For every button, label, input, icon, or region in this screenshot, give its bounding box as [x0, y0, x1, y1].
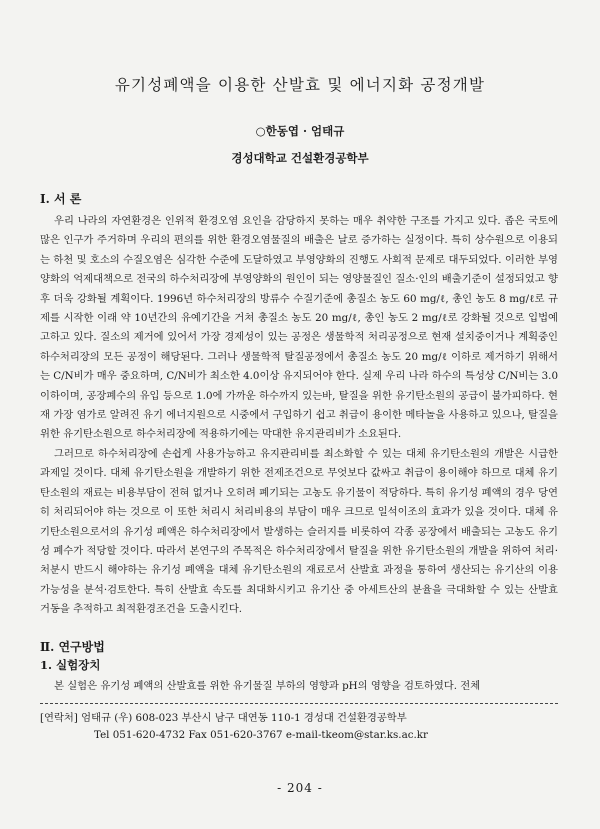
- introduction-body: [40, 212, 558, 620]
- section-heading-introduction: Ⅰ. 서 론: [40, 192, 82, 206]
- footnote-address: [연락처] 엄태규 (우) 608-023 부산시 남구 대연동 110-1 경성대 건설환경공학부: [40, 712, 407, 724]
- contact-footnote: [40, 710, 560, 744]
- methods-paragraph: 본 실험은 유기성 폐액의 산발효를 위한 유기물질 부하의 영향과 pH의 영향을 검토하였다. 전체: [54, 680, 481, 692]
- paper-title: 유기성폐액을 이용한 산발효 및 에너지화 공정개발: [114, 76, 486, 94]
- introduction-paragraph: 그러므로 하수처리장에 손쉽게 사용가능하고 유지관리비를 최소화할 수 있는 대체 유기탄소원의 개발은 시급한 과제일 것이다. 대체 유기탄소원을 개발하기 위한 전제조건으로 무엇보다 값싸고 취급이 용이해야 하므로 대체 유기탄소원의 재료는 비용부담이 전혀 없거나 오히려 폐기되는 고농도 유기물이 적당하다. 특히 유기성 폐액의 경우 당연히 처리되어야 하는 것으로 이 또한 처리시 처리비용의 부담이 매우 크므로 일석이조의 효과가 있을 것이다. 대체 유기탄소원으로서의 유기성 폐액은 하수처리장에서 발생하는 슬러지를 비롯하여 각종 공장에서 배출되는 고농도 유기성 폐수가 적당할 것이다. 따라서 본연구의 주목적은 하수처리장에서 탈질을 위한 유기탄소원의 개발을 위하여 처리·처분시 반드시 해야하는 유기성 폐액을 대체 유기탄소원의 재료로서 산발효 과정을 통하여 생산되는 유기산의 이용가능성을 분석·검토한다. 특히 산발효 속도를 최대화시키고 유기산 중 아세트산의 분율을 극대화할 수 있는 산발효 거동을 추적하고 최적환경조건을 도출시킨다.: [40, 447, 558, 616]
- page-number: - 204 -: [277, 781, 323, 795]
- author-affiliation: 경성대학교 건설환경공학부: [231, 151, 369, 165]
- methods-body: [40, 677, 558, 696]
- subsection-heading-apparatus: 1. 실험장치: [40, 658, 101, 672]
- author-names: ○한동엽 · 엄태규: [255, 124, 345, 138]
- footnote-contact: Tel 051-620-4732 Fax 051-620-3767 e-mail-tkeom@star.ks.ac.kr: [94, 729, 428, 741]
- introduction-paragraph: 우리 나라의 자연환경은 인위적 환경오염 요인을 감당하지 못하는 매우 취약한 구조를 가지고 있다. 좁은 국토에 많은 인구가 주거하며 우리의 편의를 위한 환경오염물질의 배출은 날로 증가하는 실정이다. 특히 상수원으로 이용되는 하천 및 호소의 수질오염은 심각한 수준에 도달하였고 부영양화의 진행도 사회적 문제로 대두되었다. 이러한 부영양화의 억제대책으로 전국의 하수처리장에 부영양화의 원인이 되는 영양물질인 질소·인의 배출기준이 설정되었고 향후 더욱 강화될 계획이다. 1996년 하수처리장의 방류수 수질기준에 총질소 농도 60 mg/ℓ, 총인 농도 8 mg/ℓ로 규제를 시작한 이래 약 10년간의 유예기간을 거쳐 총질소 농도 20 mg/ℓ, 총인 농도 2 mg/ℓ로 강화될 것으로 입법예고하고 있다. 질소의 제거에 있어서 가장 경제성이 있는 공정은 생물학적 처리공정으로 현재 설치중이거나 계획중인 하수처리장의 모든 공정이 해당된다. 그러나 생물학적 탈질공정에서 총질소 농도 20 mg/ℓ 이하로 제거하기 위해서는 C/N비가 매우 중요하며, C/N비가 최소한 4.0이상 유지되어야 한다. 실제 우리 나라 하수의 특성상 C/N비는 3.0이하이며, 공장폐수의 유입 등으로 1.0에 가까운 하수까지 있는바, 탈질을 위한 유기탄소원의 공급이 불가피하다. 현재 가장 염가로 알려진 유기 에너지원으로 시중에서 구입하기 쉽고 취급이 용이한 메타놀을 사용하고 있으나, 탈질을 위한 유기탄소원으로 하수처리장에 적용하기에는 막대한 유지관리비가 소요된다.: [40, 215, 558, 441]
- section-heading-methods: Ⅱ. 연구방법: [40, 640, 105, 654]
- footnote-divider: [40, 703, 558, 704]
